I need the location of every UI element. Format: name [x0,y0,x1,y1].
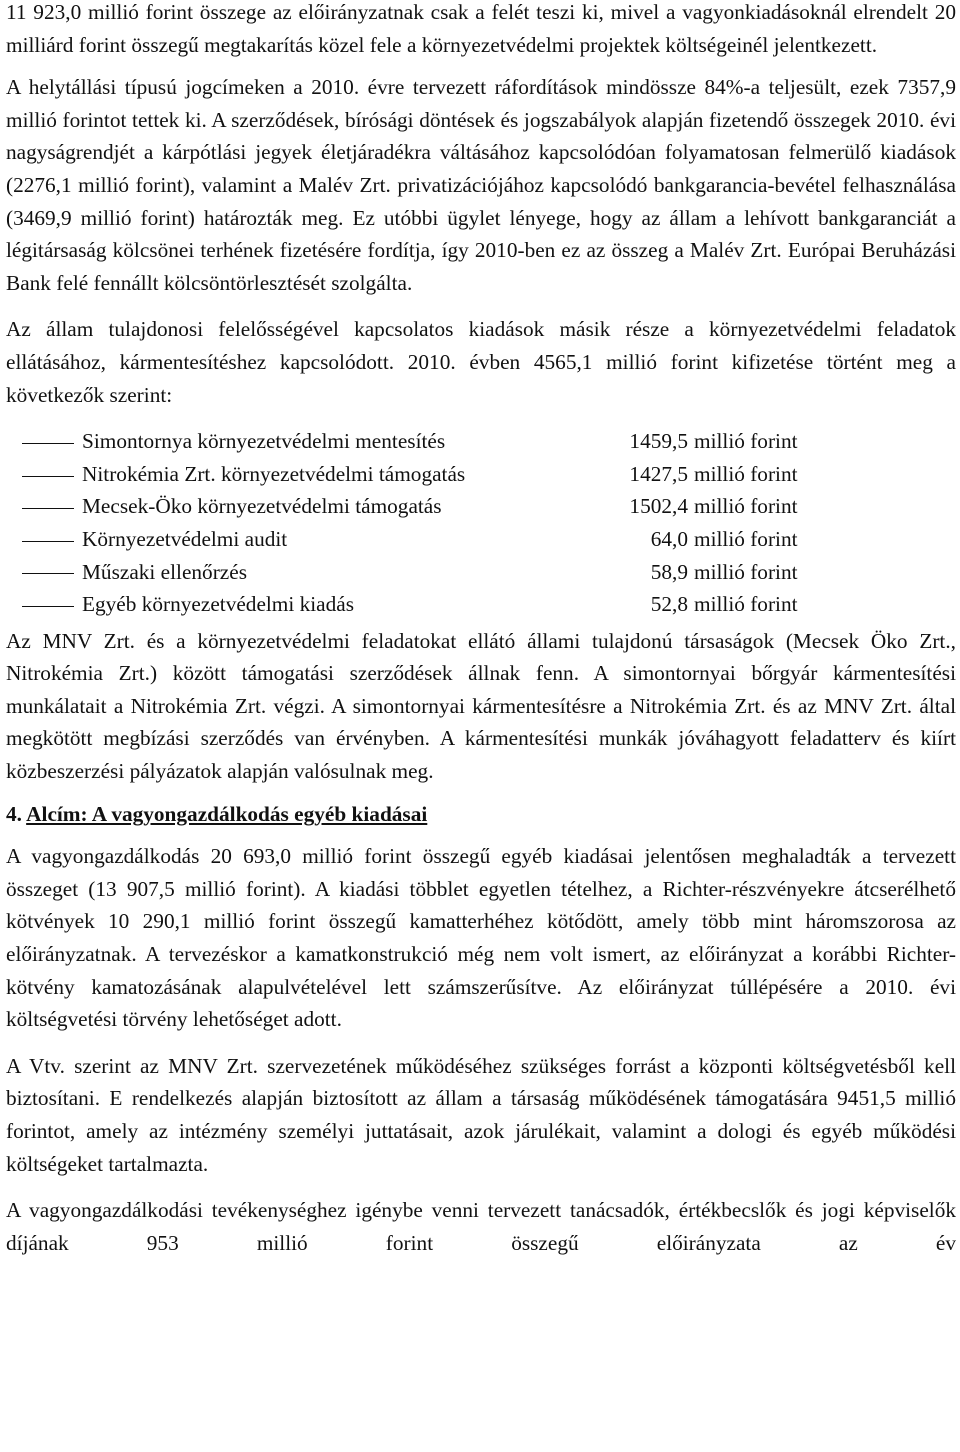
paragraph-support-contracts: Az MNV Zrt. és a környezetvédelmi feladatokat ellátó állami tulajdonú társaságok (Mecsek Öko Zrt., Nitrokémia Zrt.) között támogatási szerződések állnak fenn. A simontornyai bőrgyár kármentesítési munkálatait a Nitrokémia Zrt. végzi. A simontornyai kármentesítésre a Nitrokémia Zrt. és az MNV Zrt. által megkötött megbízási szerződés van érvényben. A kármentesítési munkák jóváhagyott feladatterv és kiírt közbeszerzési pályázatok alapján valósulnak meg. [6,628,956,784]
expense-list [6,425,956,621]
expense-label: Egyéb környezetvédelmi kiadás [82,592,355,617]
paragraph-other-expenses: A vagyongazdálkodás 20 693,0 millió forint összegű egyéb kiadásai jelentősen meghaladták a tervezett összeget (13 907,5 millió forint). A kiadási többlet egyetlen tételhez, a Richter-részvényekre átcserélhető kötvények 10 290,1 millió forint összegű kamatterhéhez kötődött, amely több mint háromszorosa az előirányzatnak. A tervezéskor a kamatkonstrukció még nem volt ismert, az előirányzat a korábbi Richter-kötvény kamatozásának alapulvételével lett számszerűsítve. Az előirányzat túllépésére a 2010. évi költségvetési törvény lehetőséget adott. [6,844,956,1032]
dash-bullet [22,476,74,477]
expense-unit: millió forint [694,429,798,454]
expense-label: Nitrokémia Zrt. környezetvédelmi támogatás [82,461,466,486]
section-title: Alcím: A vagyongazdálkodás egyéb kiadásai [26,801,428,826]
section-number: 4. [6,801,22,826]
expense-label: Környezetvédelmi audit [82,526,288,551]
expense-amount: 1427,5 [629,461,688,486]
paragraph-environmental-expenses: Az állam tulajdonosi felelősségével kapcsolatos kiadások másik része a környezetvédelmi feladatok ellátásához, kármentesítéshez kapcsolódott. 2010. évben 4565,1 millió forint kifizetése történt meg a következők szerint: [6,317,956,407]
dash-bullet [22,606,74,607]
expense-amount: 58,9 [650,559,688,584]
dash-bullet [22,573,74,574]
expense-amount: 1502,4 [629,494,688,519]
expense-amount: 52,8 [650,592,688,617]
expense-amount: 64,0 [650,526,688,551]
section-heading [6,798,956,831]
expense-unit: millió forint [694,592,798,617]
expense-amount: 1459,5 [629,429,688,454]
expense-unit: millió forint [694,461,798,486]
list-item [6,490,956,523]
list-item [6,425,956,458]
dash-bullet [22,443,74,444]
expense-label: Műszaki ellenőrzés [82,559,247,584]
paragraph-mnv-funding: A Vtv. szerint az MNV Zrt. szervezetének működéséhez szükséges forrást a központi költségvetésből kell biztosítani. E rendelkezés alapján biztosított az állam a társaság működésének támogatására 9451,5 millió forintot, amely az intézmény személyi juttatásait, azok járulékait, valamint a dologi és egyéb működési költségeket tartalmazta. [6,1053,956,1176]
expense-label: Mecsek-Öko környezetvédelmi támogatás [82,494,442,519]
list-item [6,523,956,556]
document-page [6,0,956,1259]
expense-unit: millió forint [694,559,798,584]
expense-unit: millió forint [694,526,798,551]
expense-unit: millió forint [694,494,798,519]
list-item [6,556,956,589]
dash-bullet [22,541,74,542]
dash-bullet [22,508,74,509]
paragraph-liability-expenses: A helytállási típusú jogcímeken a 2010. évre tervezett ráfordítások mindössze 84%-a teljesült, ezek 7357,9 millió forintot tettek ki. A szerződések, bírósági döntések és jogszabályok alapján fizetendő összegek 2010. évi nagyságrendjét a kárpótlási jegyek életjáradékra váltásához kapcsolódóan folyamatosan felmerülő kiadások (2276,1 millió forint), valamint a Malév Zrt. privatizációjához kapcsolódó bankgarancia-bevétel felhasználása (3469,9 millió forint) határozták meg. Ez utóbbi ügylet lényege, hogy az állam a lehívott bankgaranciát a légitársaság kölcsönei terhének fizetésére fordítja, így 2010-ben ez az összeg a Malév Zrt. Európai Beruházási Bank felé fennállt kölcsöntörlesztését szolgálta. [6,75,956,295]
paragraph-malev-intro: 11 923,0 millió forint összege az előirányzatnak csak a felét teszi ki, mivel a vagyonkiadásoknál elrendelt 20 milliárd forint összegű megtakarítás közel fele a környezetvédelmi projektek költségeinél jelentkezett. [6,0,956,57]
paragraph-advisors: A vagyongazdálkodási tevékenységhez igénybe venni tervezett tanácsadók, értékbecslők és jogi képviselők díjának 953 millió forint összegű előirányzata az év [6,1198,956,1255]
list-item [6,458,956,491]
list-item [6,588,956,621]
expense-label: Simontornya környezetvédelmi mentesítés [82,429,446,454]
